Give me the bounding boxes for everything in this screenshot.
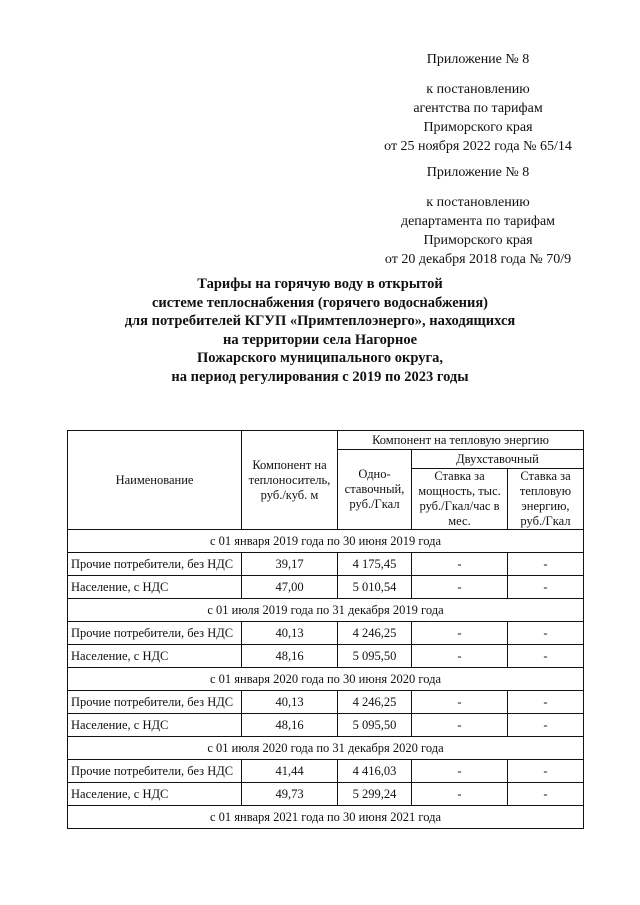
row-energy: - xyxy=(508,576,584,599)
row-energy: - xyxy=(508,622,584,645)
row-single: 4 416,03 xyxy=(338,760,412,783)
period-row: с 01 января 2020 года по 30 июня 2020 года xyxy=(68,668,584,691)
row-name: Население, с НДС xyxy=(68,645,242,668)
row-capacity: - xyxy=(412,576,508,599)
title-line: на период регулирования с 2019 по 2023 годы xyxy=(171,368,469,385)
annex-line: от 20 декабря 2018 года № 70/9 xyxy=(384,252,572,267)
row-energy: - xyxy=(508,714,584,737)
annex-block-current xyxy=(378,50,578,156)
document-title xyxy=(60,275,580,386)
row-carrier: 48,16 xyxy=(242,645,338,668)
annex-line: Приморского края xyxy=(423,120,533,135)
row-single: 5 095,50 xyxy=(338,714,412,737)
row-carrier: 39,17 xyxy=(242,553,338,576)
row-single: 5 095,50 xyxy=(338,645,412,668)
annex-line: агентства по тарифам xyxy=(413,101,543,116)
table-row xyxy=(68,783,584,806)
row-name: Прочие потребители, без НДС xyxy=(68,760,242,783)
row-capacity: - xyxy=(412,714,508,737)
row-capacity: - xyxy=(412,645,508,668)
row-single: 4 175,45 xyxy=(338,553,412,576)
row-carrier: 49,73 xyxy=(242,783,338,806)
annex-title: Приложение № 8 xyxy=(426,52,530,67)
row-energy: - xyxy=(508,760,584,783)
table-row xyxy=(68,645,584,668)
annex-line: Приморского края xyxy=(423,233,533,248)
row-single: 4 246,25 xyxy=(338,691,412,714)
header-capacity-rate: Ставка за мощность, тыс. руб./Гкал/час в мес. xyxy=(412,469,508,530)
title-line: Пожарского муниципального округа, xyxy=(197,350,443,366)
header-energy-rate: Ставка за тепловую энергию, руб./Гкал xyxy=(508,469,584,530)
header-energy: Компонент на тепловую энергию xyxy=(338,431,584,450)
row-name: Прочие потребители, без НДС xyxy=(68,553,242,576)
header-carrier: Компонент на теплоноситель, руб./куб. м xyxy=(242,431,338,530)
row-single: 5 299,24 xyxy=(338,783,412,806)
row-name: Население, с НДС xyxy=(68,714,242,737)
table-row xyxy=(68,576,584,599)
row-energy: - xyxy=(508,783,584,806)
row-single: 5 010,54 xyxy=(338,576,412,599)
row-energy: - xyxy=(508,645,584,668)
row-carrier: 40,13 xyxy=(242,691,338,714)
tariff-table xyxy=(67,430,584,829)
header-single-rate: Одно-ставочный, руб./Гкал xyxy=(338,450,412,530)
title-line: Тарифы на горячую воду в открытой xyxy=(197,276,443,292)
header-name: Наименование xyxy=(68,431,242,530)
row-carrier: 40,13 xyxy=(242,622,338,645)
annex-line: департамента по тарифам xyxy=(400,214,556,229)
row-carrier: 48,16 xyxy=(242,714,338,737)
row-name: Прочие потребители, без НДС xyxy=(68,622,242,645)
row-carrier: 41,44 xyxy=(242,760,338,783)
row-energy: - xyxy=(508,691,584,714)
annex-line: к постановлению xyxy=(426,195,530,210)
table-row xyxy=(68,760,584,783)
table-row xyxy=(68,553,584,576)
title-line: для потребителей КГУП «Примтеплоэнерго», находящихся xyxy=(124,313,516,329)
row-name: Прочие потребители, без НДС xyxy=(68,691,242,714)
header-two-rate: Двухставочный xyxy=(412,450,584,469)
row-energy: - xyxy=(508,553,584,576)
table-row xyxy=(68,622,584,645)
period-row: с 01 июля 2020 года по 31 декабря 2020 года xyxy=(68,737,584,760)
table-row xyxy=(68,691,584,714)
row-capacity: - xyxy=(412,760,508,783)
period-row: с 01 января 2021 года по 30 июня 2021 года xyxy=(68,806,584,829)
title-line: системе теплоснабжения (горячего водоснабжения) xyxy=(151,294,489,311)
annex-block-original xyxy=(378,163,578,269)
row-name: Население, с НДС xyxy=(68,576,242,599)
row-single: 4 246,25 xyxy=(338,622,412,645)
annex-title: Приложение № 8 xyxy=(426,165,530,180)
row-capacity: - xyxy=(412,691,508,714)
period-row: с 01 января 2019 года по 30 июня 2019 года xyxy=(68,530,584,553)
title-line: на территории села Нагорное xyxy=(222,331,417,348)
row-name: Население, с НДС xyxy=(68,783,242,806)
annex-line: от 25 ноября 2022 года № 65/14 xyxy=(384,139,572,154)
row-capacity: - xyxy=(412,553,508,576)
table-row xyxy=(68,714,584,737)
row-carrier: 47,00 xyxy=(242,576,338,599)
period-row: с 01 июля 2019 года по 31 декабря 2019 года xyxy=(68,599,584,622)
row-capacity: - xyxy=(412,783,508,806)
annex-line: к постановлению xyxy=(426,82,530,97)
row-capacity: - xyxy=(412,622,508,645)
